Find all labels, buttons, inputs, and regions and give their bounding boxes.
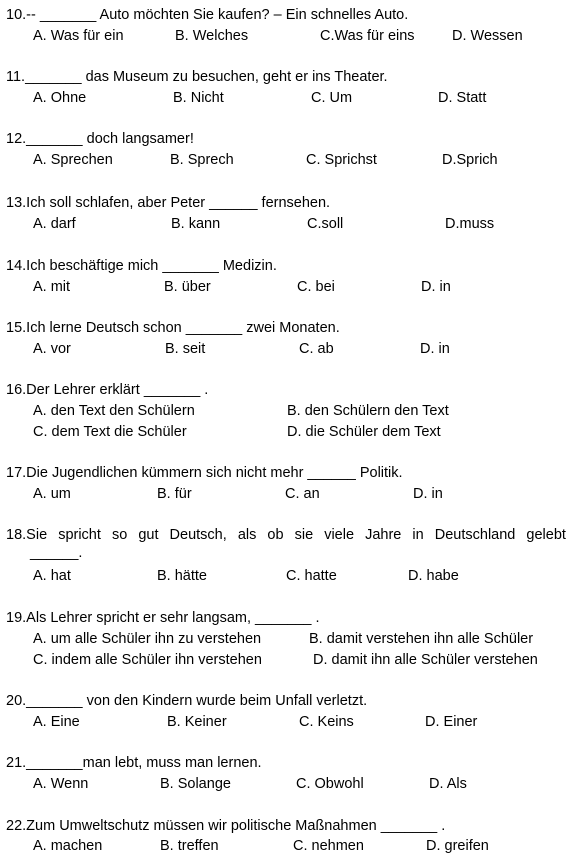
option-a: A. um — [33, 486, 71, 502]
question-number-and-first-word — [6, 526, 47, 544]
question-text: -- _______ Auto möchten Sie kaufen? – Ein schnelles Auto. — [26, 7, 409, 23]
option-c: C. Sprichst — [306, 152, 377, 168]
option-c: C. Obwohl — [296, 776, 364, 792]
option-a: A. den Text den Schülern — [33, 403, 195, 419]
option-d: D.Sprich — [442, 152, 498, 168]
option-d: D. in — [421, 279, 451, 295]
question-text: Der Lehrer erklärt _______ . — [26, 382, 209, 398]
question-stem — [6, 319, 340, 337]
option-c: C. Keins — [299, 714, 354, 730]
option-c: C.Was für eins — [320, 28, 415, 44]
option-b: B. Keiner — [167, 714, 227, 730]
stem-word: Deutschland — [434, 527, 516, 543]
question-text: Zum Umweltschutz müssen wir politische Maßnahmen _______ . — [26, 818, 446, 834]
option-d: D. in — [413, 486, 443, 502]
question-number: 17. — [6, 465, 27, 481]
question-stem — [6, 6, 408, 24]
question-number: 19. — [6, 610, 27, 626]
question-number: 13. — [6, 195, 27, 211]
option-d: D. Statt — [438, 90, 487, 106]
option-a: A. machen — [33, 838, 103, 854]
option-b: B. Nicht — [173, 90, 224, 106]
question-stem — [6, 68, 388, 86]
stem-word: sie — [294, 527, 314, 543]
option-b: B. Welches — [175, 28, 249, 44]
question-number: 18. — [6, 527, 27, 543]
option-a: A. Sprechen — [33, 152, 113, 168]
stem-word: so — [111, 527, 128, 543]
stem-word: gut — [138, 527, 159, 543]
option-c: C. ab — [299, 341, 334, 357]
option-a: A. Ohne — [33, 90, 87, 106]
option-a: A. um alle Schüler ihn zu verstehen — [33, 631, 262, 647]
option-c: C. bei — [297, 279, 335, 295]
option-a: A. hat — [33, 568, 71, 584]
question-number: 15. — [6, 320, 27, 336]
option-b: B. kann — [171, 216, 221, 232]
stem-word: Deutsch, — [169, 527, 227, 543]
option-c: C. nehmen — [293, 838, 364, 854]
option-c: C. indem alle Schüler ihn verstehen — [33, 652, 262, 668]
option-a: A. Was für ein — [33, 28, 124, 44]
option-b: B. seit — [165, 341, 206, 357]
option-b: B. den Schülern den Text — [287, 403, 449, 419]
option-a: A. Wenn — [33, 776, 89, 792]
stem-word: in — [412, 527, 424, 543]
stem-word: viele — [324, 527, 355, 543]
option-b: B. Solange — [160, 776, 231, 792]
question-text: Ich soll schlafen, aber Peter ______ fernsehen. — [26, 195, 331, 211]
question-stem — [6, 130, 194, 148]
question-text: Ich beschäftige mich _______ Medizin. — [26, 258, 277, 274]
option-a: A. darf — [33, 216, 76, 232]
option-b: B. hätte — [157, 568, 207, 584]
question-stem — [6, 464, 403, 482]
question-number: 21. — [6, 755, 27, 771]
stem-word: spricht — [58, 527, 101, 543]
stem-word: ob — [267, 527, 284, 543]
question-stem — [6, 817, 445, 835]
question-number: 16. — [6, 382, 27, 398]
question-stem — [6, 754, 262, 772]
stem-word: Jahre — [365, 527, 402, 543]
option-d: D. Einer — [425, 714, 478, 730]
option-c: C.soll — [307, 216, 344, 232]
question-text: _______ das Museum zu besuchen, geht er ins Theater. — [25, 69, 388, 85]
question-stem — [6, 692, 367, 710]
question-number: 10. — [6, 7, 27, 23]
option-b: B. für — [157, 486, 192, 502]
option-d: D. Als — [429, 776, 467, 792]
option-b: B. Sprech — [170, 152, 234, 168]
question-stem — [6, 609, 320, 627]
question-text: Ich lerne Deutsch schon _______ zwei Monaten. — [26, 320, 340, 336]
option-a: A. Eine — [33, 714, 80, 730]
option-b: B. damit verstehen ihn alle Schüler — [309, 631, 534, 647]
question-stem — [6, 526, 566, 562]
question-number: 14. — [6, 258, 27, 274]
option-b: B. über — [164, 279, 211, 295]
question-number: 12. — [6, 131, 27, 147]
question-stem — [6, 257, 277, 275]
question-number: 20. — [6, 693, 27, 709]
option-c: C. Um — [311, 90, 353, 106]
option-d: D. damit ihn alle Schüler verstehen — [313, 652, 538, 668]
option-c: C. an — [285, 486, 320, 502]
question-stem — [6, 381, 208, 399]
stem-word: gelebt — [526, 527, 566, 543]
option-d: D. Wessen — [452, 28, 523, 44]
option-d: D.muss — [445, 216, 495, 232]
question-text: _______ von den Kindern wurde beim Unfall verletzt. — [26, 693, 368, 709]
question-text: Als Lehrer spricht er sehr langsam, _______ . — [26, 610, 320, 626]
stem-word: als — [237, 527, 257, 543]
question-text-line — [6, 526, 566, 544]
question-text: _______man lebt, muss man lernen. — [26, 755, 262, 771]
question-text: _______ doch langsamer! — [26, 131, 194, 147]
option-a: A. vor — [33, 341, 71, 357]
option-d: D. in — [420, 341, 450, 357]
option-d: D. greifen — [426, 838, 489, 854]
question-text-continuation: ______. — [30, 545, 83, 561]
option-c: C. dem Text die Schüler — [33, 424, 187, 440]
question-stem — [6, 194, 330, 212]
question-text: Die Jugendlichen kümmern sich nicht mehr ______ Politik. — [26, 465, 403, 481]
question-number: 22. — [6, 818, 27, 834]
option-c: C. hatte — [286, 568, 337, 584]
question-number: 11. — [6, 69, 26, 85]
option-b: B. treffen — [160, 838, 219, 854]
stem-word: Sie — [26, 527, 48, 543]
option-d: D. habe — [408, 568, 459, 584]
option-d: D. die Schüler dem Text — [287, 424, 441, 440]
option-a: A. mit — [33, 279, 71, 295]
